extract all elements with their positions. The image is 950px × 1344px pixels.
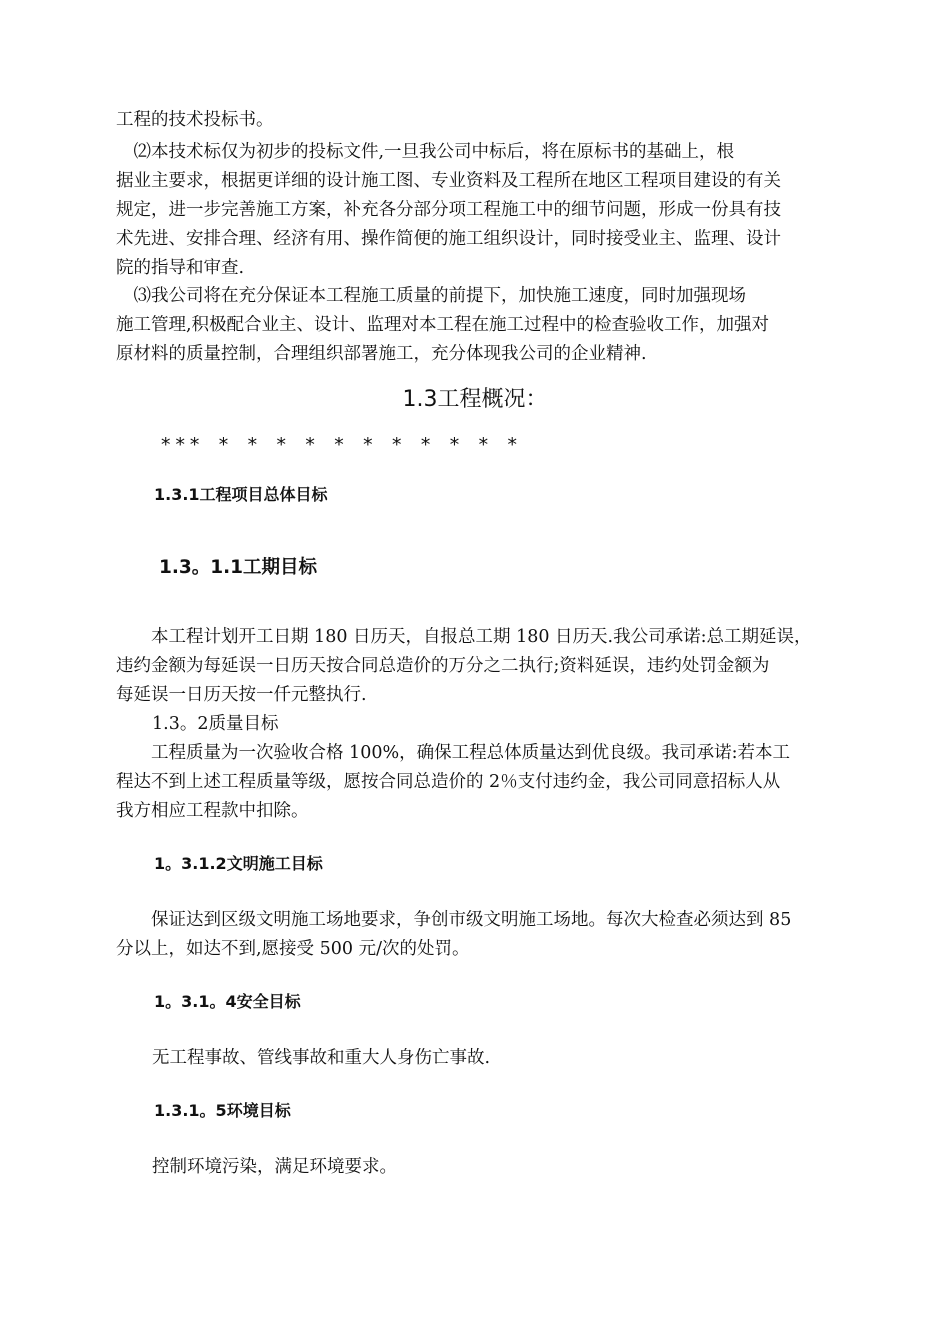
civil-goal-heading: 1。3.1.2文明施工目标 — [154, 854, 323, 873]
intro-item-3-line-2: 施工管理,积极配合业主、设计、监理对本工程在施工过程中的检查验收工作，加强对 — [116, 315, 770, 335]
schedule-text-line-1: 本工程计划开工日期 180 日历天，自报总工期 180 日历天.我公司承诺:总工期延误， — [116, 627, 812, 647]
stars-placeholder: *** * * * * * * * * * * * — [160, 434, 521, 456]
quality-text-line-1: 工程质量为一次验收合格 100%，确保工程总体质量达到优良级。我司承诺:若本工 — [116, 743, 790, 763]
overall-goal-heading: 1.3.1工程项目总体目标 — [154, 485, 328, 504]
intro-item-3-line-1: ⑶我公司将在充分保证本工程施工质量的前提下，加快施工速度，同时加强现场 — [116, 286, 746, 306]
intro-item-2-line-4: 术先进、安排合理、经济有用、操作简便的施工组织设计，同时接受业主、监理、设计 — [116, 229, 781, 249]
section-title: 1.3工程概况： — [402, 387, 548, 412]
quality-text-line-3: 我方相应工程款中扣除。 — [116, 801, 309, 821]
civil-text-line-2: 分以上，如达不到,愿接受 500 元/次的处罚。 — [116, 939, 470, 959]
intro-item-2-line-3: 规定，进一步完善施工方案，补充各分部分项工程施工中的细节问题，形成一份具有技 — [116, 200, 781, 220]
schedule-text-line-3: 每延误一日历天按一仟元整执行. — [116, 685, 367, 705]
intro-item-2-line-5: 院的指导和审查. — [116, 258, 245, 278]
schedule-goal-heading: 1.3。1.1工期目标 — [159, 557, 318, 578]
intro-item-3-line-3: 原材料的质量控制，合理组织部署施工，充分体现我公司的企业精神. — [116, 344, 647, 364]
intro-item-2-line-2: 据业主要求，根据更详细的设计施工图、专业资料及工程所在地区工程项目建设的有关 — [116, 171, 781, 191]
civil-text-line-1: 保证达到区级文明施工场地要求，争创市级文明施工场地。每次大检查必须达到 85 — [116, 910, 792, 930]
quality-goal-heading: 1.3。2质量目标 — [152, 714, 279, 734]
environment-goal-text: 控制环境污染，满足环境要求。 — [152, 1157, 397, 1177]
intro-continuation: 工程的技术投标书。 — [116, 110, 274, 130]
quality-text-line-2: 程达不到上述工程质量等级，愿按合同总造价的 2％支付违约金，我公司同意招标人从 — [116, 772, 781, 792]
safety-goal-text: 无工程事故、管线事故和重大人身伤亡事故. — [152, 1048, 491, 1068]
intro-item-2-line-1: ⑵本技术标仅为初步的投标文件,一旦我公司中标后，将在原标书的基础上，根 — [116, 142, 735, 162]
environment-goal-heading: 1.3.1。5环境目标 — [154, 1101, 291, 1120]
schedule-text-line-2: 违约金额为每延误一日历天按合同总造价的万分之二执行;资料延误，违约处罚金额为 — [116, 656, 770, 676]
safety-goal-heading: 1。3.1。4安全目标 — [154, 992, 301, 1011]
